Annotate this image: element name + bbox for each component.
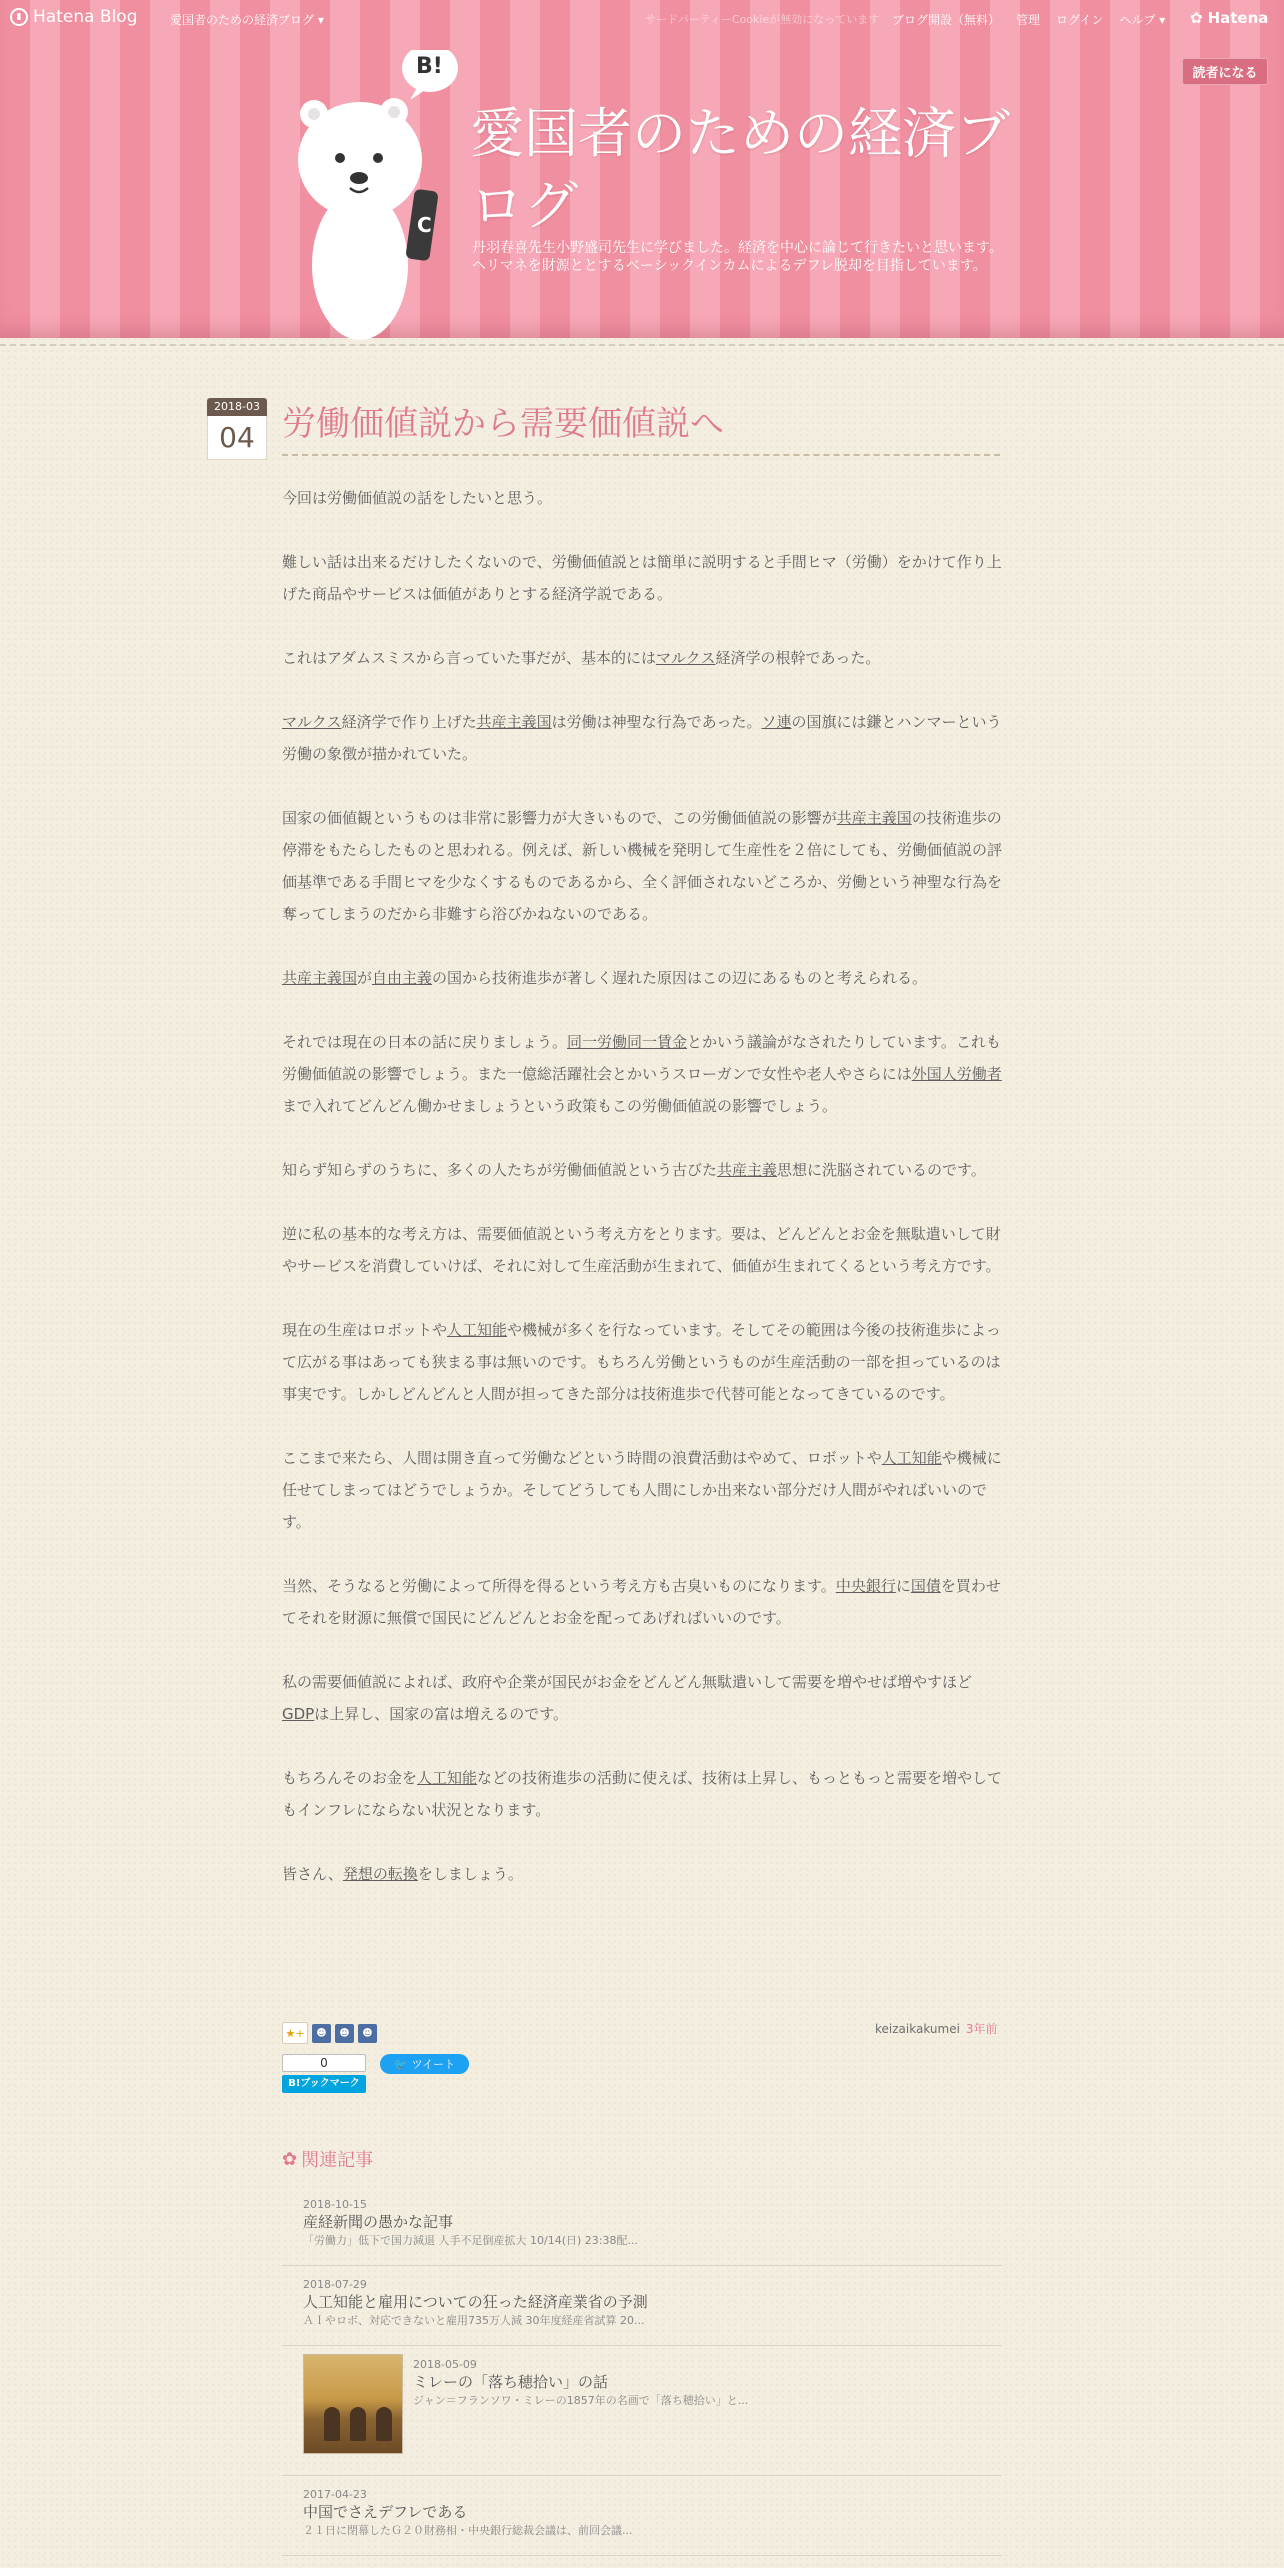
bear-mascot-image [270, 50, 470, 340]
paragraph-text: は労働は神聖な行為であった。 [551, 713, 762, 731]
related-article-thumbnail[interactable] [303, 2354, 403, 2454]
related-article[interactable] [282, 2266, 1002, 2346]
paragraph-text: をしましょう。 [417, 1865, 523, 1883]
paragraph-text: 私の需要価値説によれば、政府や企業が国民がお金をどんどん無駄遣いして需要を増やせば増やすほど [282, 1673, 973, 1691]
paragraph-text: 今回は労働価値説の話をしたいと思う。 [282, 489, 553, 507]
twitter-bird-icon: 🐦 [393, 2057, 408, 2071]
keyword-link[interactable]: 人工知能 [417, 1769, 478, 1787]
paragraph-text: の国旗には鎌とハンマーという労働の象徴が描かれていた。 [282, 713, 1002, 763]
blog-description: 丹羽春喜先生小野盛司先生に学びました。経済を中心に論じて行きたいと思います。ヘリマネを財源ととするベーシックインカムによるデフレ脱却を目指しています。 [472, 240, 1003, 274]
keyword-link[interactable]: 中央銀行 [835, 1577, 896, 1595]
related-article-date: 2018-05-09 [413, 2358, 477, 2371]
related-article[interactable] [282, 2476, 1002, 2556]
entry-date-badge[interactable] [207, 398, 267, 460]
entry-paragraph [282, 1666, 1004, 1730]
keyword-link[interactable]: 外国人労働者 [911, 1065, 1002, 1083]
entry-paragraph [282, 706, 1004, 770]
paragraph-text: や機械に任せてしまってはどうでしょうか。そしてどうしても人間にしか出来ない部分だけ人間がやればいいのです。 [282, 1449, 1002, 1531]
keyword-link[interactable]: 共産主義 [717, 1161, 778, 1179]
paragraph-text: これはアダムスミスから言っていた事だが、基本的には [282, 649, 656, 667]
paragraph-text: などの技術進歩の活動に使えば、技術は上昇し、もっともっと需要を増やしてもインフレにならない状況となります。 [282, 1769, 1003, 1819]
keyword-link[interactable]: 同一労働同一賃金 [567, 1033, 688, 1051]
hatena-menu[interactable] [1190, 9, 1268, 27]
related-article-excerpt: ジャン＝フランソワ・ミレーの1857年の名画で「落ち穂拾い」と... [413, 2394, 749, 2407]
tweet-button[interactable] [380, 2054, 469, 2074]
entry-content [282, 482, 1004, 1922]
keyword-link[interactable]: 国債 [910, 1577, 941, 1595]
entry-paragraph [282, 1314, 1004, 1410]
hatena-blog-logo-text: Hatena Blog [33, 7, 138, 27]
hatena-blog-logo-icon: ▮ [10, 8, 28, 26]
paragraph-text: や機械が多くを行なっています。そしてその範囲は今後の技術進歩によって広がる事はあっても狭まる事は無いのです。もちろん労働というものが生産活動の一部を担っているのは事実です。しかしどんどんと人間が担ってきた部分は技術進歩で代替可能となってきているのです。 [282, 1321, 1001, 1403]
hatena-label: Hatena [1207, 9, 1269, 27]
paragraph-text: 難しい話は出来るだけしたくないので、労働価値説とは簡単に説明すると手間ヒマ（労働）をかけて作り上げた商品やサービスは価値がありとする経済学説である。 [282, 553, 1002, 603]
paragraph-text: を買わせてそれを財源に無償で国民にどんどんとお金を配ってあげればいいのです。 [282, 1577, 1001, 1627]
subscribe-button[interactable]: 読者になる [1182, 58, 1268, 85]
star-row [282, 2022, 377, 2044]
star-user-avatar[interactable]: ☻ [335, 2024, 354, 2043]
entry-paragraph [282, 1154, 1004, 1186]
thumbnail-figure [324, 2407, 340, 2441]
keyword-link[interactable]: 発想の転換 [342, 1865, 418, 1883]
entry-author [875, 2020, 998, 2037]
paragraph-text: それでは現在の日本の話に戻りましょう。 [282, 1033, 568, 1051]
related-article-date: 2018-07-29 [303, 2278, 367, 2291]
keyword-link[interactable]: マルクス [282, 713, 342, 731]
bear-speech-badge: B! [416, 54, 443, 79]
paragraph-text: 当然、そうなると労働によって所得を得るという考え方も古臭いものになります。 [282, 1577, 836, 1595]
keyword-link[interactable]: 自由主義 [372, 969, 433, 987]
related-article-title[interactable]: 中国でさえデフレである [303, 2503, 468, 2521]
paragraph-text: が [357, 969, 373, 987]
paragraph-text: は上昇し、国家の富は増えるのです。 [314, 1705, 569, 1723]
admin-link[interactable]: 管理 [1016, 13, 1041, 27]
related-article-excerpt: ２１日に閉幕したＧ２０財務相・中央銀行総裁会議は、前回会議... [303, 2524, 633, 2537]
header-divider [0, 344, 1284, 346]
keyword-link[interactable]: 共産主義国 [836, 809, 912, 827]
entry-paragraph [282, 1442, 1004, 1538]
related-article-excerpt: ＡＩやロボ、対応できないと雇用735万人減 30年度経産省試算 20... [303, 2314, 645, 2327]
related-articles-list [282, 2186, 1002, 2556]
entry-paragraph [282, 1762, 1004, 1826]
blog-name-menu[interactable]: 愛国者のための経済ブログ ▾ [170, 13, 324, 27]
entry-title[interactable]: 労働価値説から需要価値説へ [282, 400, 1000, 456]
thumbnail-figure [376, 2407, 392, 2441]
paragraph-text: もちろんそのお金を [282, 1769, 418, 1787]
hatena-blog-logo[interactable] [10, 7, 138, 27]
star-user-avatar[interactable]: ☻ [312, 2024, 331, 2043]
paragraph-text: 皆さん、 [282, 1865, 343, 1883]
related-article-title[interactable]: 産経新聞の愚かな記事 [303, 2213, 454, 2231]
entry-date-year-month: 2018-03 [207, 398, 267, 416]
entry-paragraph [282, 1858, 1004, 1890]
paragraph-text: に [895, 1577, 911, 1595]
blog-title[interactable]: 愛国者のための経済ブログ [470, 102, 1010, 237]
entry-paragraph [282, 802, 1004, 930]
related-article[interactable] [282, 2186, 1002, 2266]
open-blog-link[interactable]: ブログ開設（無料） [892, 13, 1001, 27]
global-header-bar [0, 0, 1284, 36]
related-article[interactable] [282, 2346, 1002, 2476]
hatena-bookmark-widget [282, 2054, 366, 2093]
keyword-link[interactable]: マルクス [655, 649, 716, 667]
related-article-title[interactable]: 人工知能と雇用についての狂った経済産業省の予測 [303, 2293, 648, 2311]
paragraph-text: 経済学の根幹であった。 [715, 649, 881, 667]
global-links [892, 11, 1165, 28]
paragraph-text: 経済学で作り上げた [341, 713, 477, 731]
paragraph-text: とかいう議論がなされたりしています。これも労働価値説の影響でしょう。また一億総活躍社会とかいうスローガンで女性や老人やさらには [282, 1033, 1001, 1083]
paragraph-text: 国家の価値観というものは非常に影響力が大きいもので、この労働価値説の影響が [282, 809, 837, 827]
login-link[interactable]: ログイン [1056, 13, 1104, 27]
related-article-excerpt: 「労働力」低下で国力減退 人手不足倒産拡大 10/14(日) 23:38配... [303, 2234, 638, 2247]
entry-paragraph [282, 1570, 1004, 1634]
star-user-avatar[interactable]: ☻ [358, 2024, 377, 2043]
keyword-link[interactable]: ソ連 [761, 713, 792, 731]
paragraph-text: の技術進歩の停滞をもたらしたものと思われる。例えば、新しい機械を発明して生産性を２倍にしても、労働価値説の評価基準である手間ヒマを少なくするものであるから、全く評価されないどころか、労働という神聖な行為を奪ってしまうのだから非難すら浴びかねないのである。 [282, 809, 1003, 923]
paragraph-text: ここまで来たら、人間は開き直って労働などという時間の浪費活動はやめて、ロボットや [282, 1449, 882, 1467]
flower-icon: ✿ [282, 2148, 298, 2170]
help-menu[interactable]: ヘルプ ▾ [1119, 13, 1166, 27]
paragraph-text: 現在の生産はロボットや [282, 1321, 448, 1339]
paragraph-text: 思想に洗脳されているのです。 [777, 1161, 986, 1179]
paragraph-text: まで入れてどんどん働かせましょうという政策もこの労働価値説の影響でしょう。 [282, 1097, 838, 1115]
entry-paragraph [282, 962, 1004, 994]
entry-paragraph [282, 1218, 1004, 1282]
svg-text:C: C [417, 213, 432, 237]
keyword-link[interactable]: 人工知能 [447, 1321, 508, 1339]
entry-paragraph [282, 642, 1004, 674]
tweet-label: ツイート [411, 2058, 456, 2071]
keyword-link[interactable]: GDP [282, 1705, 315, 1723]
related-heading-text: 関連記事 [301, 2150, 374, 2171]
bookmark-count[interactable]: 0 [282, 2054, 366, 2072]
paragraph-text: 逆に私の基本的な考え方は、需要価値説という考え方をとります。要は、どんどんとお金を無駄遣いして財やサービスを消費していけば、それに対して生産活動が生まれて、価値が生まれてくるという考え方です。 [282, 1225, 1001, 1275]
entry-date-day: 04 [207, 416, 267, 460]
paragraph-text: 知らず知らずのうちに、多くの人たちが労働価値説という古びた [282, 1161, 718, 1179]
entry-age[interactable]: 3年前 [965, 2022, 998, 2036]
entry-paragraph [282, 1026, 1004, 1122]
thumbnail-figure [350, 2407, 366, 2441]
entry-paragraph [282, 546, 1004, 610]
paragraph-text: の国から技術進歩が著しく遅れた原因はこの辺にあるものと考えられる。 [432, 969, 928, 987]
entry-paragraph [282, 482, 1004, 514]
add-star-button[interactable]: ★+ [282, 2022, 308, 2044]
related-articles-heading [282, 2146, 373, 2172]
hatena-flower-icon: ✿ [1190, 9, 1203, 27]
keyword-link[interactable]: 人工知能 [881, 1449, 942, 1467]
cookie-notice[interactable]: サードパーティーCookieが無効になっています [645, 13, 880, 26]
related-article-title[interactable]: ミレーの「落ち穂拾い」の話 [413, 2373, 609, 2391]
keyword-link[interactable]: 共産主義国 [476, 713, 552, 731]
author-name[interactable]: keizaikakumei [875, 2022, 960, 2036]
keyword-link[interactable]: 共産主義国 [282, 969, 358, 987]
related-article-date: 2018-10-15 [303, 2198, 367, 2211]
bookmark-button[interactable]: B!ブックマーク [282, 2075, 366, 2093]
related-article-date: 2017-04-23 [303, 2488, 367, 2501]
